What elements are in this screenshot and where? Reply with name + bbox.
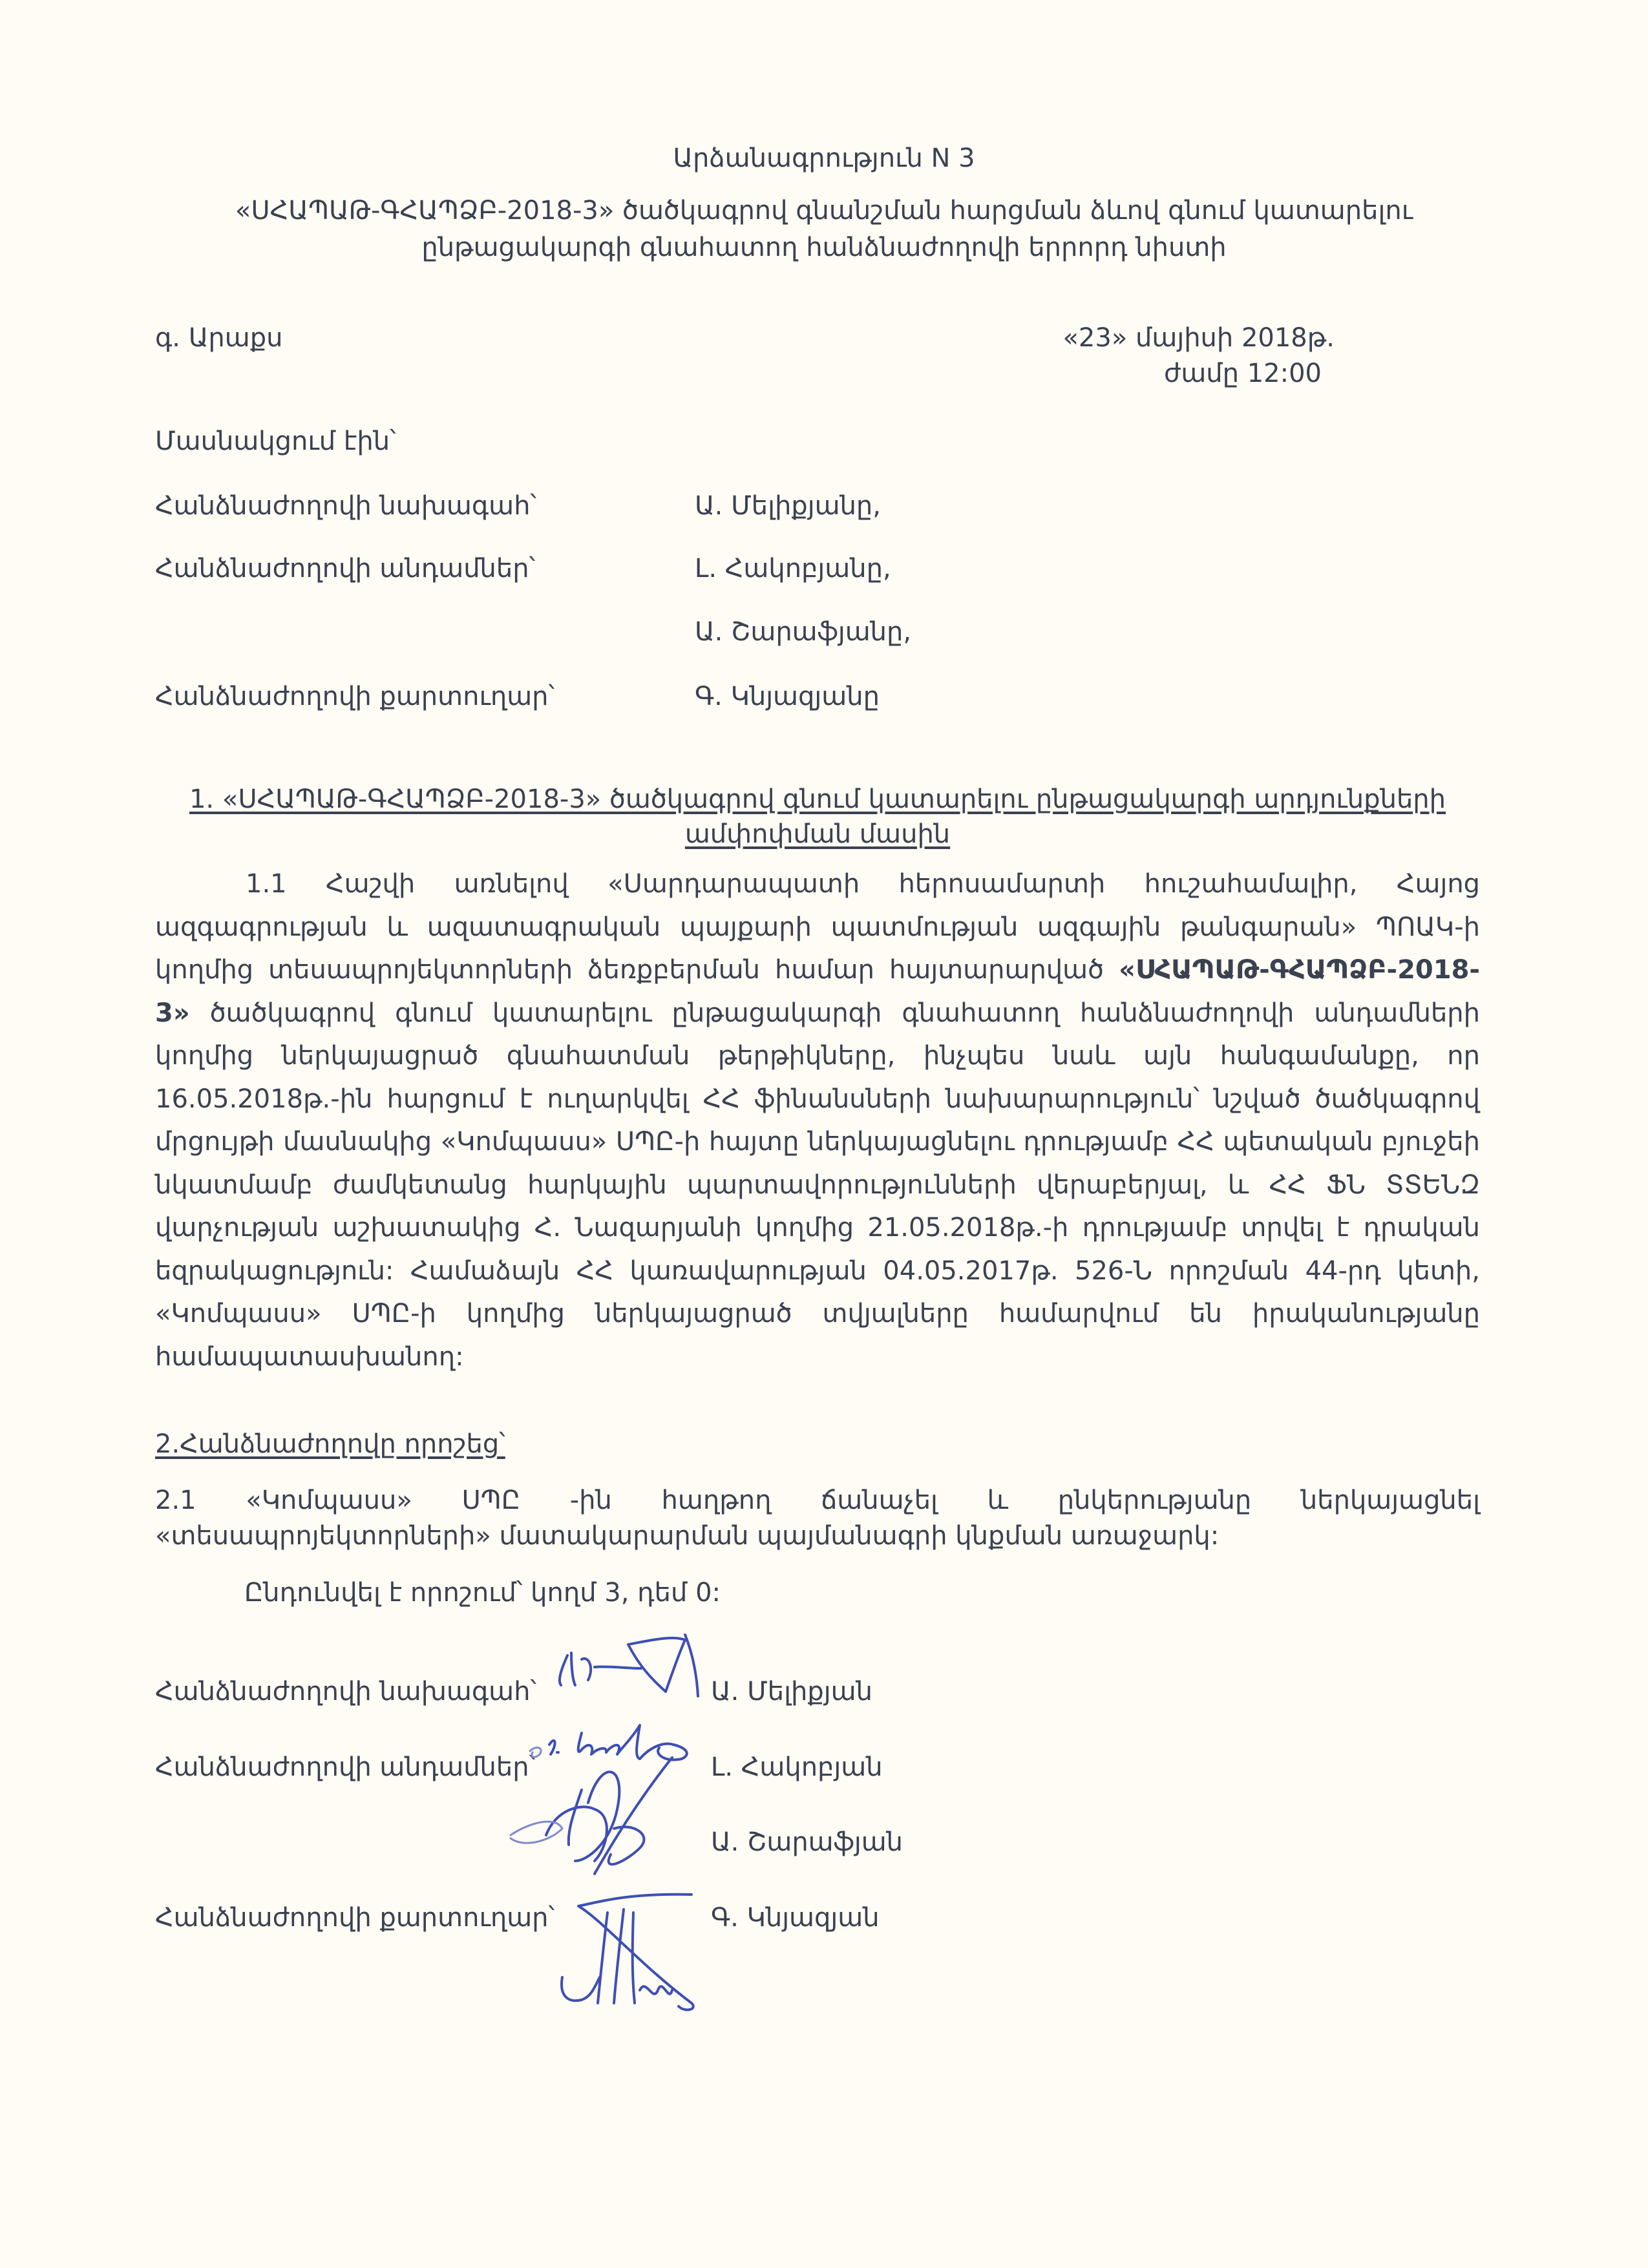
attendee-role: Հանձնաժողովի նախագահ՝ bbox=[155, 491, 536, 521]
document-subtitle-line1: «ՍՀԱՊԱԹ-ԳՀԱՊՁԲ-2018-3» ծածկագրով գնանշման հարցման ձևով գնում կատարելու bbox=[235, 196, 1413, 226]
signatory-name: Ա. Շարաֆյան bbox=[711, 1827, 903, 1857]
signatory-role: Հանձնաժողովի անդամներ՝ bbox=[155, 1752, 536, 1782]
attendee-role: Հանձնաժողովի քարտուղար՝ bbox=[155, 682, 555, 711]
section1-heading: 1. «ՍՀԱՊԱԹ-ԳՀԱՊՁԲ-2018-3» ծածկագրով գնում կատարելու ընթացակարգի արդյունքների ամփոփման մասին bbox=[189, 784, 1446, 849]
signatory-name: Ա. Մելիքյան bbox=[711, 1677, 872, 1706]
attendees-label: Մասնակցում էին՝ bbox=[155, 426, 396, 456]
signatory-role: Հանձնաժողովի քարտուղար՝ bbox=[155, 1903, 555, 1933]
section2-heading: 2.Հանձնաժողովը որոշեց՝ bbox=[155, 1429, 505, 1459]
section1-text-part2: ծածկագրով գնում կատարելու ընթացակարգի գնահատող հանձնաժողովի անդամների կողմից ներկայացրած գնահատման թերթիկները, ինչպես նաև այն հանգամանքը, որ 16.05.2018թ.-ին հարցում է ուղարկվել ՀՀ ֆինանսների նախարարություն՝ նշված ծածկագրով մրցույթի մասնակից «Կոմպասս» ՍՊԸ-ի հայտը ներկայացնելու դրությամբ ՀՀ պետական բյուջեի նկատմամբ ժամկետանց հարկային պարտավորությունների վերաբերյալ, և ՀՀ ՖՆ ՏՏԵՆԶ վարչության աշխատակից Հ. Նազարյանի կողմից 21.05.2018թ.-ի դրությամբ տրվել է դրական եզրակացություն: Համաձայն ՀՀ կառավարության 04.05.2017թ. 526-Ն որոշման 44-րդ կետի, «Կոմպասս» ՍՊԸ-ի կողմից ներկայացրած տվյալները համարվում են իրականությանը համապատասխանող: bbox=[155, 998, 1480, 1372]
handwritten-signatures bbox=[485, 1615, 743, 2035]
signatory-name: Գ. Կնյազյան bbox=[711, 1903, 880, 1933]
section1-text-bold-code: «ՍՀԱՊԱԹ-ԳՀԱՊՁԲ-2018-3» bbox=[155, 955, 1480, 1028]
vote-result: Ընդունվել է որոշում՝ կողմ 3, դեմ 0: bbox=[244, 1578, 721, 1608]
document-subtitle-line2: ընթացակարգի գնահատող հանձնաժողովի երրորդ նիստի bbox=[421, 233, 1227, 262]
meeting-time: ժամը 12:00 bbox=[1164, 359, 1322, 388]
section1-text-part1: 1.1 Հաշվի առնելով «Սարդարապատի հերոսամարտի հուշահամալիր, Հայոց ազգագրության և ազատագրական պայքարի պատմության ազգային թանգարան» ՊՈԱԿ-ի կողմից տեսապրոյեկտորների ձեռքբերման համար հայտարարված bbox=[155, 869, 1480, 985]
signature-scribbles-icon bbox=[485, 1615, 743, 2035]
attendee-name: Ա. Մելիքյանը, bbox=[695, 491, 881, 521]
document-title: Արձանագրություն N 3 bbox=[673, 143, 975, 173]
signatory-name: Լ. Հակոբյան bbox=[711, 1752, 883, 1782]
attendee-role: Հանձնաժողովի անդամներ՝ bbox=[155, 554, 536, 583]
signatory-role: Հանձնաժողովի նախագահ՝ bbox=[155, 1677, 536, 1706]
section2-paragraph: 2.1 «Կոմպասս» ՍՊԸ -ին հաղթող ճանաչել և ընկերությանը ներկայացնել «տեսապրոյեկտորների» մատակարարման պայմանագրի կնքման առաջարկ: bbox=[155, 1486, 1480, 1551]
attendee-name: Գ. Կնյազյանը bbox=[695, 682, 880, 711]
section1-paragraph bbox=[155, 863, 1480, 1378]
attendee-name: Լ. Հակոբյանը, bbox=[695, 554, 891, 583]
attendee-name: Ա. Շարաֆյանը, bbox=[695, 617, 912, 647]
meeting-place: գ. Արաքս bbox=[155, 323, 283, 353]
meeting-date: «23» մայիսի 2018թ. bbox=[1062, 323, 1335, 353]
